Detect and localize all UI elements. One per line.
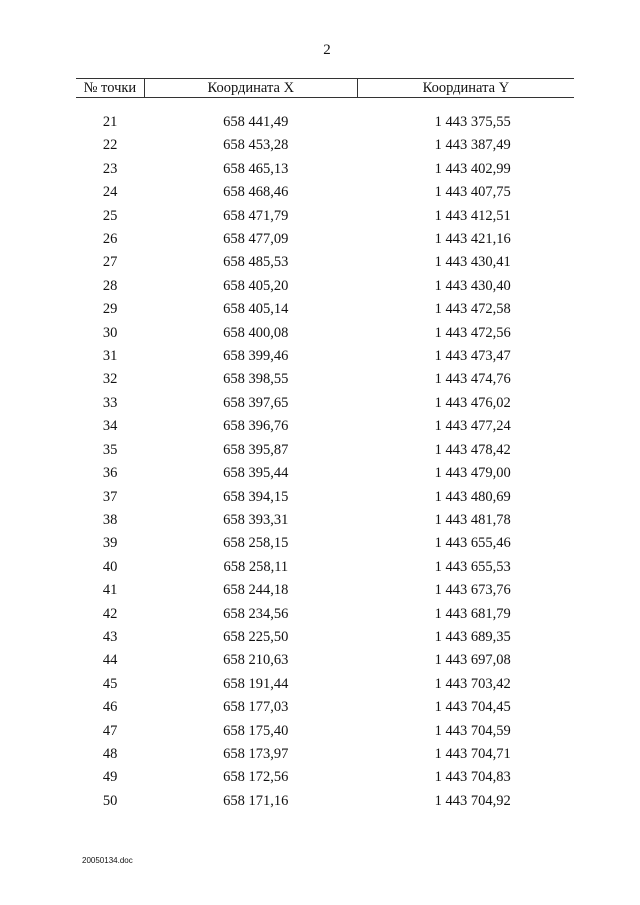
cell-x: 658 396,76 — [223, 418, 289, 435]
cell-point-number: 31 — [102, 348, 118, 365]
cell-x: 658 400,08 — [223, 324, 289, 341]
cell-x: 658 171,16 — [223, 792, 289, 809]
cell-point-number: 28 — [102, 277, 118, 294]
cell-y: 1 443 476,02 — [434, 394, 511, 411]
cell-point-number: 24 — [102, 184, 118, 201]
table-row — [76, 603, 574, 626]
table-row — [76, 486, 574, 509]
cell-y: 1 443 472,58 — [434, 301, 511, 318]
cell-x: 658 405,20 — [223, 277, 289, 294]
table-row — [76, 556, 574, 579]
header-coordinate-y: Координата Y — [357, 79, 574, 98]
table-row — [76, 673, 574, 696]
table-header-row — [76, 79, 574, 98]
cell-point-number: 21 — [102, 114, 118, 130]
cell-point-number: 30 — [102, 324, 118, 341]
cell-y: 1 443 480,69 — [434, 488, 511, 505]
cell-y: 1 443 474,76 — [434, 371, 511, 388]
cell-y: 1 443 697,08 — [434, 652, 511, 669]
cell-x: 658 244,18 — [223, 582, 289, 599]
coordinates-table — [76, 78, 574, 813]
cell-point-number: 45 — [102, 675, 118, 692]
cell-point-number: 42 — [102, 605, 118, 622]
cell-x: 658 405,14 — [223, 301, 289, 318]
cell-point-number: 43 — [102, 628, 118, 645]
cell-y: 1 443 477,24 — [434, 418, 511, 435]
cell-x: 658 485,53 — [223, 254, 289, 271]
cell-x: 658 395,87 — [223, 441, 289, 458]
table-row — [76, 743, 574, 766]
table-row — [76, 251, 574, 274]
cell-x: 658 210,63 — [223, 652, 289, 669]
cell-y: 1 443 478,42 — [434, 441, 511, 458]
cell-y: 1 443 412,51 — [434, 207, 511, 224]
table-row — [76, 579, 574, 602]
cell-y: 1 443 481,78 — [434, 511, 511, 528]
header-coordinate-x: Координата X — [144, 79, 357, 98]
cell-x: 658 453,28 — [223, 137, 289, 154]
cell-point-number: 38 — [102, 511, 118, 528]
cell-y: 1 443 473,47 — [434, 348, 511, 365]
cell-x: 658 258,11 — [223, 558, 289, 575]
table-row — [76, 298, 574, 321]
cell-x: 658 477,09 — [223, 231, 289, 248]
cell-y: 1 443 689,35 — [434, 628, 511, 645]
table-row — [76, 532, 574, 555]
cell-y: 1 443 673,76 — [434, 582, 511, 599]
table-row — [76, 696, 574, 719]
table-row — [76, 345, 574, 368]
cell-point-number: 36 — [102, 465, 118, 482]
cell-y: 1 443 421,16 — [434, 231, 511, 248]
cell-point-number: 35 — [102, 441, 118, 458]
table-row — [76, 790, 574, 813]
cell-x: 658 471,79 — [223, 207, 289, 224]
cell-x: 658 465,13 — [223, 160, 289, 177]
cell-y: 1 443 479,00 — [434, 465, 511, 482]
cell-x: 658 172,56 — [223, 769, 289, 786]
cell-point-number: 39 — [102, 535, 118, 552]
header-point-number: № точки — [76, 79, 144, 98]
cell-x: 658 468,46 — [223, 184, 289, 201]
table-row — [76, 462, 574, 485]
table-row — [76, 415, 574, 438]
footer-file-name: 20050134.doc — [82, 856, 133, 865]
cell-point-number: 29 — [102, 301, 118, 318]
cell-x: 658 177,03 — [223, 699, 289, 716]
cell-y: 1 443 472,56 — [434, 324, 511, 341]
table-body — [76, 98, 574, 814]
cell-x: 658 258,15 — [223, 535, 289, 552]
table-header — [76, 79, 574, 98]
cell-point-number: 44 — [102, 652, 118, 669]
cell-point-number: 49 — [102, 769, 118, 786]
cell-y: 1 443 704,92 — [434, 792, 511, 809]
table-row — [76, 322, 574, 345]
cell-x: 658 398,55 — [223, 371, 289, 388]
cell-y: 1 443 655,53 — [434, 558, 511, 575]
cell-y: 1 443 402,99 — [434, 160, 511, 177]
cell-x: 658 393,31 — [223, 511, 289, 528]
cell-point-number: 33 — [102, 394, 118, 411]
cell-y: 1 443 704,83 — [434, 769, 511, 786]
cell-point-number: 34 — [102, 418, 118, 435]
cell-point-number: 40 — [102, 558, 118, 575]
table-row — [76, 392, 574, 415]
table-row — [76, 158, 574, 181]
cell-y: 1 443 430,40 — [434, 277, 511, 294]
cell-point-number: 47 — [102, 722, 118, 739]
cell-x: 658 399,46 — [223, 348, 289, 365]
cell-x: 658 173,97 — [223, 745, 289, 762]
cell-point-number: 37 — [102, 488, 118, 505]
cell-point-number: 22 — [102, 137, 118, 154]
cell-point-number: 23 — [102, 160, 118, 177]
cell-point-number: 41 — [102, 582, 118, 599]
table-spacer-row — [76, 98, 574, 112]
cell-x: 658 395,44 — [223, 465, 289, 482]
table-row — [76, 509, 574, 532]
cell-y: 1 443 387,49 — [434, 137, 511, 154]
table-row — [76, 626, 574, 649]
table-row — [76, 649, 574, 672]
cell-point-number: 50 — [102, 792, 118, 809]
cell-point-number: 32 — [102, 371, 118, 388]
table-row — [76, 205, 574, 228]
table-row — [76, 766, 574, 789]
cell-y: 1 443 375,55 — [434, 114, 511, 130]
cell-point-number: 48 — [102, 745, 118, 762]
cell-y: 1 443 655,46 — [434, 535, 511, 552]
cell-x: 658 175,40 — [223, 722, 289, 739]
cell-x: 658 234,56 — [223, 605, 289, 622]
cell-x: 658 397,65 — [223, 394, 289, 411]
table-row — [76, 228, 574, 251]
table-row — [76, 134, 574, 157]
cell-x: 658 394,15 — [223, 488, 289, 505]
table-row — [76, 181, 574, 204]
cell-x: 658 191,44 — [223, 675, 289, 692]
cell-y: 1 443 704,45 — [434, 699, 511, 716]
cell-y: 1 443 430,41 — [434, 254, 511, 271]
table-row — [76, 439, 574, 462]
table-row — [76, 111, 574, 134]
cell-point-number: 27 — [102, 254, 118, 271]
cell-point-number: 25 — [102, 207, 118, 224]
page-number: 2 — [323, 42, 331, 58]
cell-point-number: 46 — [102, 699, 118, 716]
cell-y: 1 443 703,42 — [434, 675, 511, 692]
cell-y: 1 443 704,59 — [434, 722, 511, 739]
table-row — [76, 275, 574, 298]
cell-point-number: 26 — [102, 231, 118, 248]
cell-y: 1 443 407,75 — [434, 184, 511, 201]
cell-x: 658 441,49 — [223, 114, 289, 130]
cell-y: 1 443 704,71 — [434, 745, 511, 762]
cell-x: 658 225,50 — [223, 628, 289, 645]
table-row — [76, 368, 574, 391]
cell-y: 1 443 681,79 — [434, 605, 511, 622]
table-row — [76, 720, 574, 743]
